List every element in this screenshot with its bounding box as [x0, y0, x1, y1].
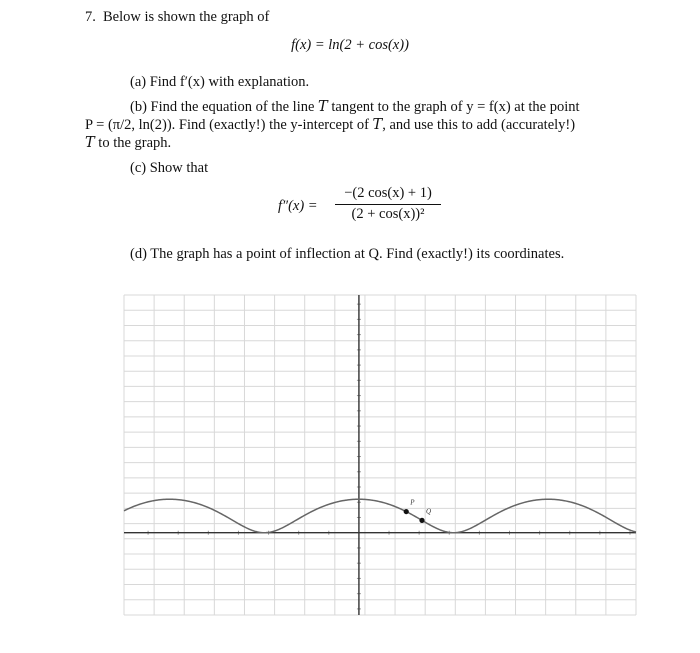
problem-number: 7. [85, 9, 96, 25]
part-b-line3: 𝑇 to the graph. [85, 135, 172, 151]
part-c: (c) Show that [130, 160, 209, 176]
part-d: (d) The graph has a point of inflection at Q. Find (exactly!) its coordinates. [130, 246, 565, 262]
part-b-line2: P = (π/2, ln(2)). Find (exactly!) the y-intercept of 𝑇, and use this to add (accurately!) [85, 117, 576, 133]
point-label-q: Q [425, 507, 432, 516]
part-b-line1: (b) Find the equation of the line 𝑇 tangent to the graph of y = f(x) at the point [130, 99, 580, 115]
point-q [419, 518, 424, 523]
part-a: (a) Find f′(x) with explanation. [130, 74, 310, 90]
second-derivative-lhs: f″(x) = [278, 198, 318, 214]
function-formula: f(x) = ln(2 + cos(x)) [291, 37, 409, 53]
second-derivative-denominator: (2 + cos(x))² [351, 206, 425, 222]
axis-ticks [148, 304, 630, 609]
function-curve [124, 499, 636, 532]
point-p [404, 509, 409, 514]
marked-points [404, 499, 431, 523]
problem-intro: Below is shown the graph of [103, 9, 270, 25]
second-derivative-numerator: −(2 cos(x) + 1) [344, 185, 432, 201]
grid-lines [124, 295, 636, 615]
point-label-p: P [410, 498, 415, 507]
